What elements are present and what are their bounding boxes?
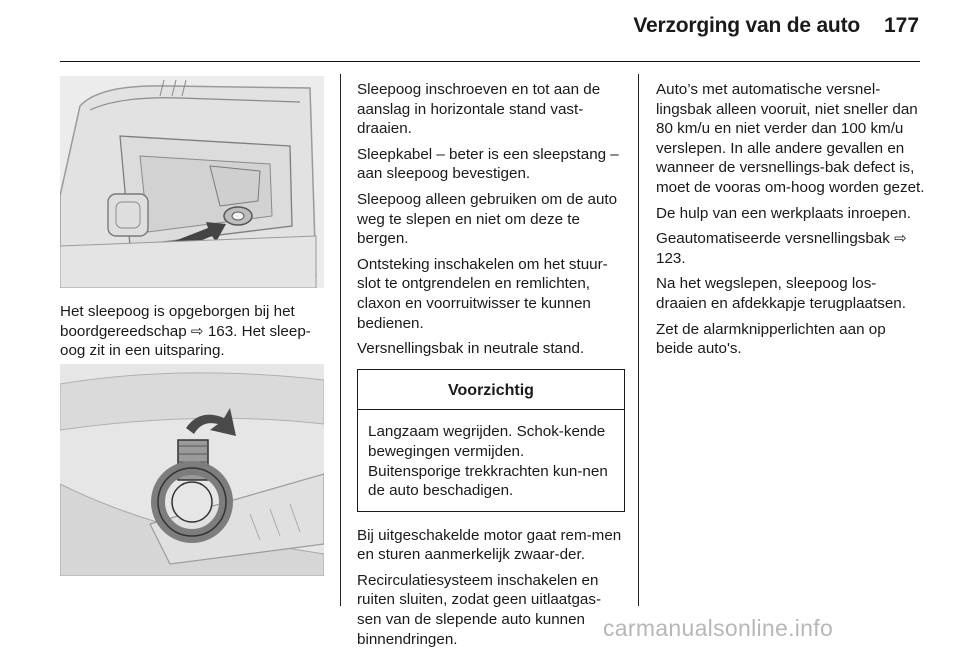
trunk-illustration	[60, 76, 324, 288]
col2-paragraph-2: Sleepkabel – beter is een sleepstang – aan sleepoog bevestigen.	[357, 145, 619, 183]
header-rule	[60, 61, 920, 62]
page-number: 177	[884, 14, 920, 37]
col3-paragraph-4: Na het wegslepen, sleepoog los-draaien en afdekkapje terugplaatsen.	[656, 275, 906, 312]
column-divider-1	[340, 74, 341, 606]
col2-paragraph-7: Recirculatiesysteem inschakelen en ruiten sluiten, zodat geen uitlaatgas-sen van de slepende auto kunnen binnendringen.	[357, 571, 602, 648]
col2-paragraph-6: Bij uitgeschakelde motor gaat rem-men en sturen aanmerkelijk zwaar-der.	[357, 526, 622, 564]
col3-paragraph-1: Auto’s met automatische versnel-lingsbak alleen vooruit, niet sneller dan 80 km/u en niet verder dan 100 km/u verslepen. In alle andere gevallen en wanneer de versnellings-bak defect is, moet de vooras om-hoog worden gezet.	[656, 81, 925, 196]
col3-paragraph-2: De hulp van een werkplaats inroepen.	[656, 204, 911, 222]
col2-paragraph-5: Versnellingsbak in neutrale stand.	[357, 340, 585, 358]
col3-paragraph-3: Geautomatiseerde versnellingsbak ⇨ 123.	[656, 230, 907, 267]
col1-paragraph-1: Het sleepoog is opgeborgen bij het boordgereedschap ⇨ 163. Het sleep-oog zit in een uitsparing.	[60, 303, 311, 360]
col3-paragraph-5: Zet de alarmknipperlichten aan op beide auto's.	[656, 320, 886, 358]
trunk-drawing	[60, 76, 324, 288]
caution-text: Langzaam wegrijden. Schok-kende bewegingen vermijden. Buitensporige trekkrachten kun-nen de auto beschadigen.	[368, 423, 608, 500]
col2-paragraph-1: Sleepoog inschroeven en tot aan de aanslag in horizontale stand vast-draaien.	[357, 81, 601, 138]
caution-box	[357, 369, 625, 512]
tow-eye-drawing	[60, 364, 324, 576]
caution-title: Voorzichtig	[358, 370, 624, 411]
tow-eye-illustration	[60, 364, 324, 576]
watermark: carmanualsonline.info	[603, 615, 834, 641]
page-title: Verzorging van de auto	[633, 14, 860, 37]
col2-paragraph-4: Ontsteking inschakelen om het stuur-slot te ontgrendelen en remlichten, claxon en voorruitwisser te kunnen bedienen.	[357, 255, 608, 332]
column-divider-2	[638, 74, 639, 606]
col2-paragraph-3: Sleepoog alleen gebruiken om de auto weg te slepen en niet om deze te bergen.	[357, 190, 618, 248]
caution-body	[358, 410, 624, 510]
